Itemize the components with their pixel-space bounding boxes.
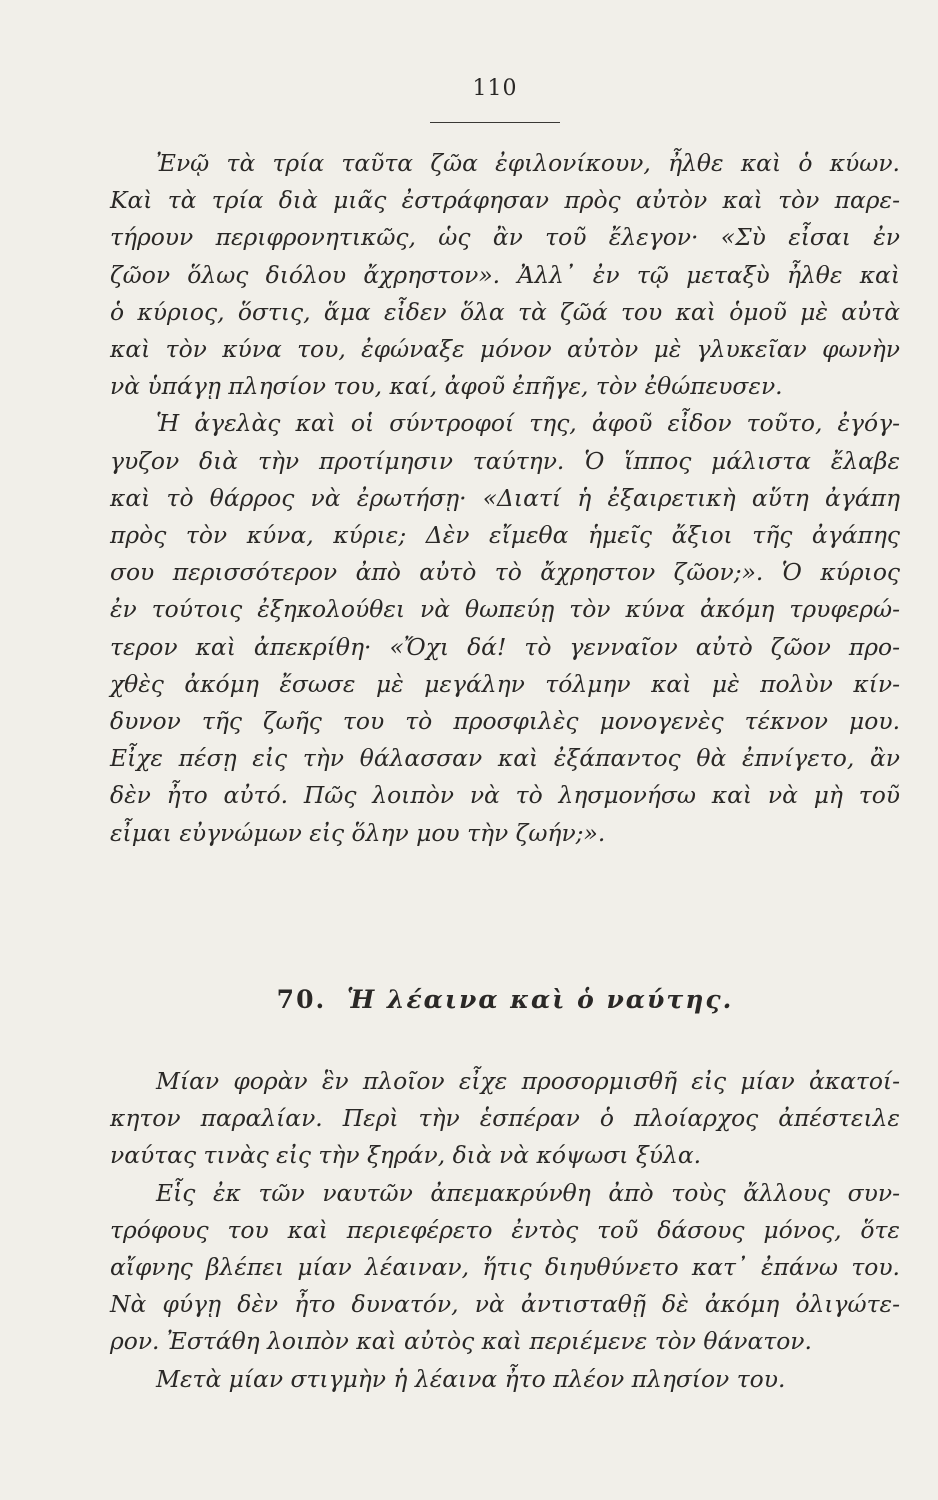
text-line: χθὲς ἀκόμη ἔσωσε μὲ μεγάλην τόλμην καὶ μὲ πολὺν κίν- xyxy=(110,669,900,698)
text-line: δυνον τῆς ζωῆς του τὸ προσφιλὲς μονογενὲς τέκνον μου. xyxy=(110,707,900,736)
text-line: Καὶ τὰ τρία διὰ μιᾶς ἐστράφησαν πρὸς αὐτὸν καὶ τὸν παρε- xyxy=(110,186,900,215)
text-line: ρον. Ἐστάθη λοιπὸν καὶ αὐτὸς καὶ περιέμενε τὸν θάνατον. xyxy=(110,1327,812,1356)
text-line: σου περισσότερον ἀπὸ αὐτὸ τὸ ἄχρηστον ζῶον;». Ὁ κύριος xyxy=(110,558,900,587)
text-line: δὲν ἦτο αὐτό. Πῶς λοιπὸν νὰ τὸ λησμονήσω καὶ νὰ μὴ τοῦ xyxy=(110,781,900,810)
text-line: τερον καὶ ἀπεκρίθη· «Ὄχι δά! τὸ γενναῖον αὐτὸ ζῶον προ- xyxy=(110,632,900,661)
text-line: καὶ τὸν κύνα του, ἐφώναξε μόνον αὐτὸν μὲ γλυκεῖαν φωνὴν xyxy=(110,335,900,364)
text-line: ναύτας τινὰς εἰς τὴν ξηράν, διὰ νὰ κόψωσι ξύλα. xyxy=(110,1141,702,1170)
text-line: εἶμαι εὐγνώμων εἰς ὅλην μου τὴν ζωήν;». xyxy=(110,818,606,847)
text-line: τήρουν περιφρονητικῶς, ὡς ἂν τοῦ ἔλεγον· «Σὺ εἶσαι ἐν xyxy=(110,223,900,252)
text-line: ἐν τούτοις ἐξηκολούθει νὰ θωπεύῃ τὸν κύνα ἀκόμη τρυφερώ- xyxy=(110,595,900,624)
text-line: Εἷς ἐκ τῶν ναυτῶν ἀπεμακρύνθη ἀπὸ τοὺς ἄλλους συν- xyxy=(156,1178,900,1207)
text-line: Εἶχε πέσῃ εἰς τὴν θάλασσαν καὶ ἐξάπαντος θὰ ἐπνίγετο, ἂν xyxy=(110,744,900,773)
text-line: Μετὰ μίαν στιγμὴν ἡ λέαινα ἦτο πλέον πλησίον του. xyxy=(156,1364,786,1393)
story-text xyxy=(110,1063,900,1398)
text-line: τρόφους του καὶ περιεφέρετο ἐντὸς τοῦ δάσους μόνος, ὅτε xyxy=(110,1215,900,1244)
header-rule xyxy=(430,122,560,123)
text-line: κητον παραλίαν. Περὶ τὴν ἑσπέραν ὁ πλοίαρχος ἀπέστειλε xyxy=(110,1104,900,1133)
text-line: γυζον διὰ τὴν προτίμησιν ταύτην. Ὁ ἵππος μάλιστα ἔλαβε xyxy=(110,446,900,475)
text-line: αἴφνης βλέπει μίαν λέαιναν, ἥτις διηυθύνετο κατ᾽ ἐπάνω του. xyxy=(110,1253,900,1282)
section-title: Ἡ λέαινα καὶ ὁ ναύτης. xyxy=(346,985,734,1014)
text-line: νὰ ὑπάγῃ πλησίον του, καί, ἀφοῦ ἐπῆγε, τὸν ἐθώπευσεν. xyxy=(110,372,783,401)
text-line: ὁ κύριος, ὅστις, ἅμα εἶδεν ὅλα τὰ ζῶά του καὶ ὁμοῦ μὲ αὐτὰ xyxy=(110,297,900,326)
page-number: 110 xyxy=(472,76,518,101)
text-line: πρὸς τὸν κύνα, κύριε; Δὲν εἴμεθα ἡμεῖς ἄξιοι τῆς ἀγάπης xyxy=(110,521,900,550)
section-heading xyxy=(110,985,900,1014)
text-line: Ἡ ἀγελὰς καὶ οἱ σύντροφοί της, ἀφοῦ εἶδον τοῦτο, ἐγόγ- xyxy=(156,409,900,438)
section-number: 70. xyxy=(276,985,327,1014)
text-line: Νὰ φύγῃ δὲν ἦτο δυνατόν, νὰ ἀντισταθῇ δὲ ἀκόμη ὀλιγώτε- xyxy=(110,1290,900,1319)
story-text-continued xyxy=(110,145,900,852)
text-line: Μίαν φορὰν ἓν πλοῖον εἶχε προσορμισθῆ εἰς μίαν ἀκατοί- xyxy=(156,1067,900,1095)
text-line: ζῶον ὅλως διόλου ἄχρηστον». Ἀλλ᾽ ἐν τῷ μεταξὺ ἦλθε καὶ xyxy=(110,260,900,289)
text-line: Ἐνῷ τὰ τρία ταῦτα ζῶα ἐφιλονίκουν, ἦλθε καὶ ὁ κύων. xyxy=(156,149,900,177)
text-line: καὶ τὸ θάρρος νὰ ἐρωτήσῃ· «Διατί ἡ ἐξαιρετικὴ αὕτη ἀγάπη xyxy=(110,483,900,512)
